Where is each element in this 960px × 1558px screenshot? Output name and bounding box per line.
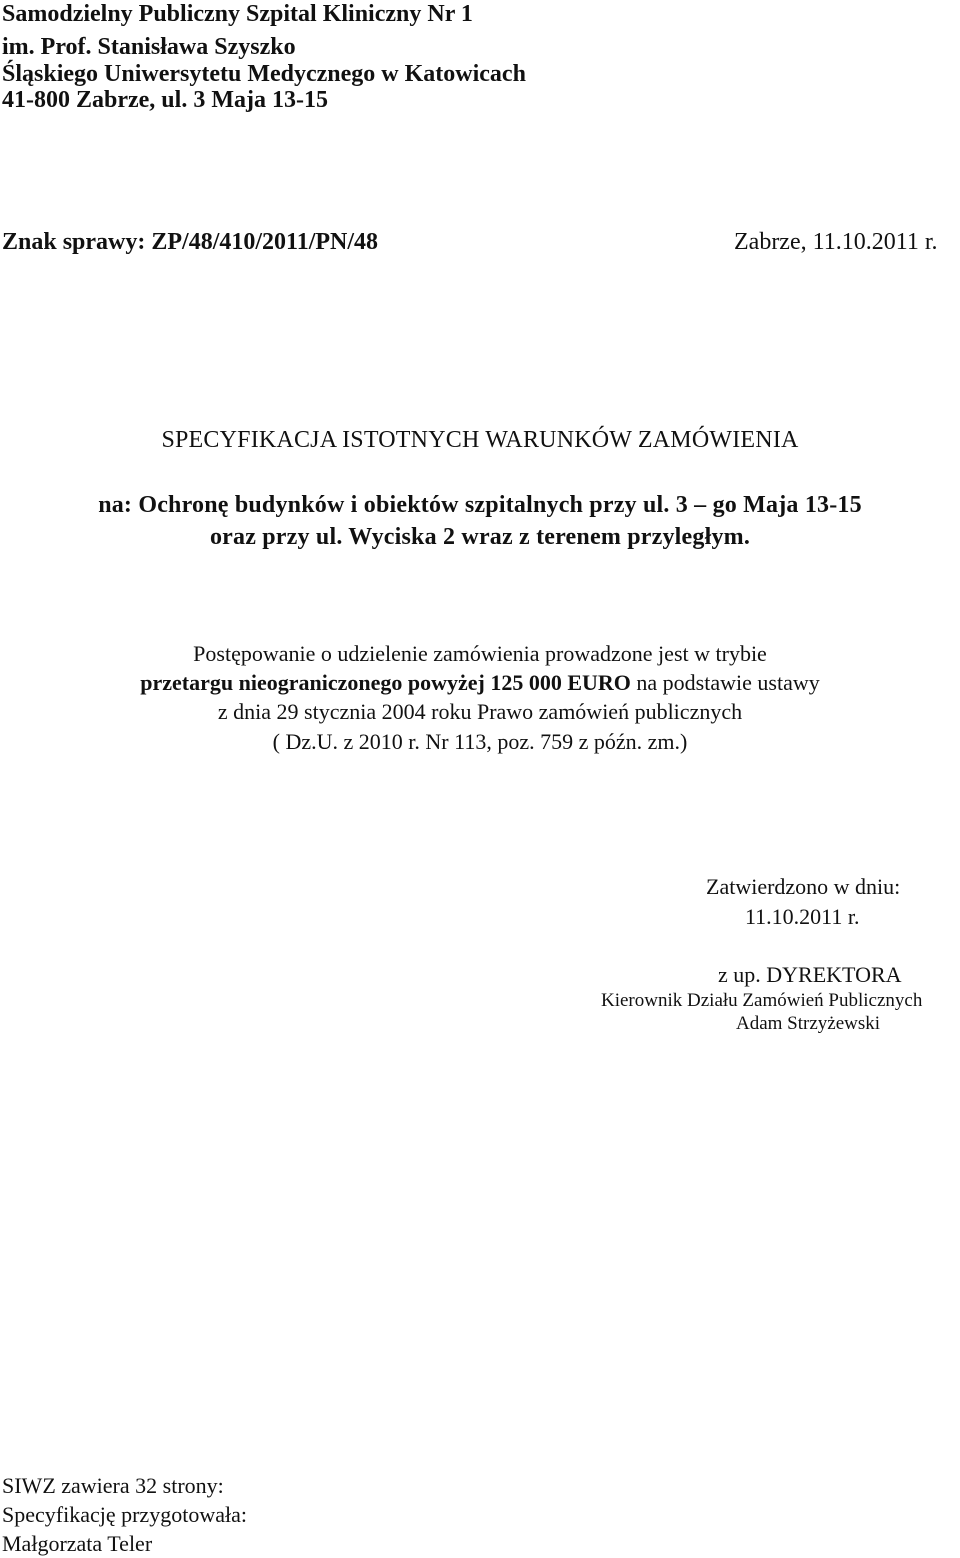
hospital-address: 41-800 Zabrze, ul. 3 Maja 13-15 — [2, 87, 328, 113]
approval-date: 11.10.2011 r. — [745, 904, 860, 929]
procedure-mode: przetargu nieograniczonego powyżej 125 000 EURO — [140, 670, 631, 695]
prepared-by-name: Małgorzata Teler — [2, 1531, 153, 1556]
procedure-line1: Postępowanie o udzielenie zamówienia prowadzone jest w trybie — [193, 641, 767, 666]
procedure-line2 — [0, 672, 960, 694]
prepared-by-label: Specyfikację przygotowała: — [2, 1502, 247, 1527]
hospital-university: Śląskiego Uniwersytetu Medycznego w Katowicach — [2, 61, 526, 87]
place-date: Zabrze, 11.10.2011 r. — [734, 229, 938, 255]
document-title: SPECYFIKACJA ISTOTNYCH WARUNKÓW ZAMÓWIENIA — [161, 427, 799, 453]
procedure-line3: z dnia 29 stycznia 2004 roku Prawo zamówień publicznych — [217, 699, 743, 724]
procedure-basis: na podstawie ustawy — [630, 670, 820, 695]
case-number: Znak sprawy: ZP/48/410/2011/PN/48 — [2, 229, 379, 255]
order-subject-line1: na: Ochronę budynków i obiektów szpitalnych przy ul. 3 – go Maja 13-15 — [98, 492, 862, 518]
approver-name: Adam Strzyżewski — [736, 1013, 881, 1034]
order-subject-line2: oraz przy ul. Wyciska 2 wraz z terenem przyległym. — [209, 524, 751, 550]
hospital-name: Samodzielny Publiczny Szpital Kliniczny Nr 1 — [2, 1, 473, 27]
approval-on-behalf: z up. DYREKTORA — [718, 962, 902, 987]
procedure-line4: ( Dz.U. z 2010 r. Nr 113, poz. 759 z późn. zm.) — [272, 729, 688, 754]
approval-label: Zatwierdzono w dniu: — [706, 874, 901, 899]
hospital-patron: im. Prof. Stanisława Szyszko — [2, 34, 296, 60]
approver-position: Kierownik Działu Zamówień Publicznych — [601, 990, 923, 1011]
page-count: SIWZ zawiera 32 strony: — [2, 1473, 224, 1498]
